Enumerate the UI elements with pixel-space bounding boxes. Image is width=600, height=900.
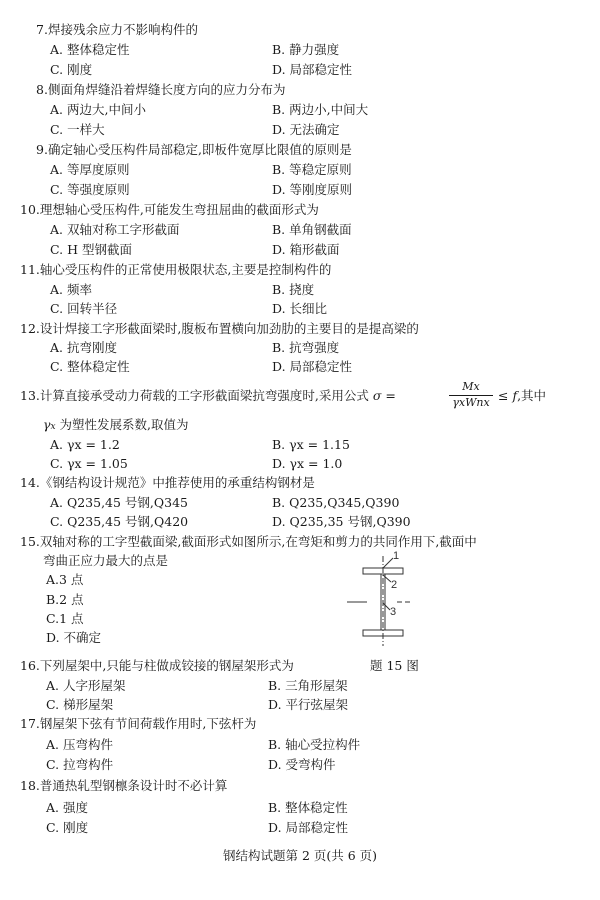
point-label-1: 1	[393, 550, 400, 562]
option-c: C. 一样大	[50, 122, 105, 137]
option-d: D. Q235,35 号钢,Q390	[272, 514, 411, 529]
question-stem-tail: ,其中	[517, 388, 547, 403]
question-number: 18.	[20, 778, 40, 793]
question-number: 14.	[20, 475, 40, 490]
question-7	[36, 22, 198, 38]
option-a: A. 双轴对称工字形截面	[50, 222, 180, 237]
formula-denominator: γxWnx	[452, 396, 490, 409]
option-a: A. 整体稳定性	[50, 42, 130, 57]
option-d: D. 不确定	[46, 630, 102, 645]
question-number: 7.	[36, 22, 48, 37]
option-c: C. 梯形屋架	[46, 697, 114, 712]
option-b: B. 挠度	[272, 282, 315, 297]
question-18	[20, 778, 227, 794]
question-12	[20, 321, 419, 337]
question-8	[36, 82, 285, 98]
figure-caption: 题 15 图	[370, 658, 419, 673]
option-a: A. 压弯构件	[46, 737, 113, 752]
option-a: A.3 点	[46, 572, 84, 587]
option-c: C. 拉弯构件	[46, 757, 114, 772]
option-a: A. γx = 1.2	[50, 437, 120, 452]
option-b: B. 三角形屋架	[268, 678, 348, 693]
option-c: C. 刚度	[50, 62, 93, 77]
option-c: C. 整体稳定性	[50, 359, 130, 374]
question-stem: 焊接残余应力不影响构件的	[47, 22, 198, 37]
question-stem: 侧面角焊缝沿着焊缝长度方向的应力分布为	[47, 82, 286, 97]
option-c: C. 刚度	[46, 820, 89, 835]
option-d: D. γx = 1.0	[272, 456, 343, 471]
point-label-2: 2	[391, 579, 398, 591]
option-d: D. 受弯构件	[268, 757, 336, 772]
option-c: C. 等强度原则	[50, 182, 130, 197]
question-9	[36, 142, 352, 158]
question-stem: 下列屋架中,只能与柱做成铰接的钢屋架形式为	[39, 658, 294, 673]
question-stem: 轴心受压构件的正常使用极限状态,主要是控制构件的	[39, 262, 332, 277]
question-number: 10.	[20, 202, 40, 217]
i-beam-figure	[345, 548, 435, 648]
question-stem-2: 为塑性发展系数,取值为	[59, 417, 189, 432]
question-number: 16.	[20, 658, 40, 673]
formula-rhs	[498, 388, 546, 404]
question-10	[20, 202, 319, 218]
question-number: 13.	[20, 388, 40, 403]
option-c: C.1 点	[46, 611, 84, 626]
option-b: B. Q235,Q345,Q390	[272, 495, 400, 510]
question-number: 17.	[20, 716, 40, 731]
question-number: 8.	[36, 82, 48, 97]
option-d: D. 局部稳定性	[272, 359, 353, 374]
question-14	[20, 475, 315, 491]
option-b: B. 单角钢截面	[272, 222, 352, 237]
question-stem: 确定轴心受压构件局部稳定,即板件宽厚比限值的原则是	[47, 142, 352, 157]
option-d: D. 长细比	[272, 301, 328, 316]
question-number: 9.	[36, 142, 48, 157]
option-a: A. 抗弯刚度	[50, 340, 117, 355]
question-stem-line2: γx 为塑性发展系数,取值为	[43, 417, 189, 432]
page-footer: 钢结构试题第 2 页(共 6 页)	[222, 848, 378, 863]
question-stem: 钢屋架下弦有节间荷载作用时,下弦杆为	[39, 716, 257, 731]
option-c: C. γx = 1.05	[50, 456, 128, 471]
option-d: D. 无法确定	[272, 122, 340, 137]
option-b: B. 轴心受拉构件	[268, 737, 361, 752]
question-stem: 计算直接承受动力荷载的工字形截面梁抗弯强度时,采用公式	[39, 388, 369, 403]
option-d: D. 平行弦屋架	[268, 697, 349, 712]
option-d: D. 局部稳定性	[272, 62, 353, 77]
option-a: A. 人字形屋架	[46, 678, 126, 693]
question-stem: 《钢结构设计规范》中推荐使用的承重结构钢材是	[39, 475, 315, 490]
question-stem: 理想轴心受压构件,可能发生弯扭屈曲的截面形式为	[39, 202, 319, 217]
option-c: C. 回转半径	[50, 301, 118, 316]
option-b: B. γx = 1.15	[272, 437, 350, 452]
option-c: C. Q235,45 号钢,Q420	[50, 514, 189, 529]
formula-fraction	[449, 380, 493, 410]
question-stem: 普通热轧型钢檩条设计时不必计算	[39, 778, 228, 793]
question-13	[20, 388, 396, 404]
option-d: D. 等刚度原则	[272, 182, 353, 197]
option-a: A. 强度	[46, 800, 88, 815]
option-a: A. Q235,45 号钢,Q345	[50, 495, 189, 510]
question-stem: 设计焊接工字形截面梁时,腹板布置横向加劲肋的主要目的是提高梁的	[39, 321, 419, 336]
formula-rhs-text: ≤ f	[498, 388, 518, 403]
option-b: B. 静力强度	[272, 42, 340, 57]
option-b: B. 两边小,中间大	[272, 102, 369, 117]
question-number: 11.	[20, 262, 40, 277]
formula-lhs: σ =	[372, 388, 396, 403]
option-a: A. 频率	[50, 282, 92, 297]
option-b: B.2 点	[46, 592, 84, 607]
option-a: A. 两边大,中间小	[50, 102, 146, 117]
option-c: C. H 型钢截面	[50, 242, 132, 257]
option-b: B. 抗弯强度	[272, 340, 340, 355]
question-stem-line2: 弯曲正应力最大的点是	[43, 553, 169, 568]
question-stem: 双轴对称的工字型截面梁,截面形式如图所示,在弯矩和剪力的共同作用下,截面中	[39, 534, 477, 549]
question-number: 12.	[20, 321, 40, 336]
question-number: 15.	[20, 534, 40, 549]
question-17	[20, 716, 256, 732]
option-b: B. 整体稳定性	[268, 800, 348, 815]
option-d: D. 局部稳定性	[268, 820, 349, 835]
option-a: A. 等厚度原则	[50, 162, 130, 177]
question-11	[20, 262, 331, 278]
question-16	[20, 658, 294, 674]
formula-numerator: Mx	[449, 380, 493, 396]
option-d: D. 箱形截面	[272, 242, 340, 257]
point-label-3: 3	[390, 606, 397, 618]
option-b: B. 等稳定原则	[272, 162, 352, 177]
